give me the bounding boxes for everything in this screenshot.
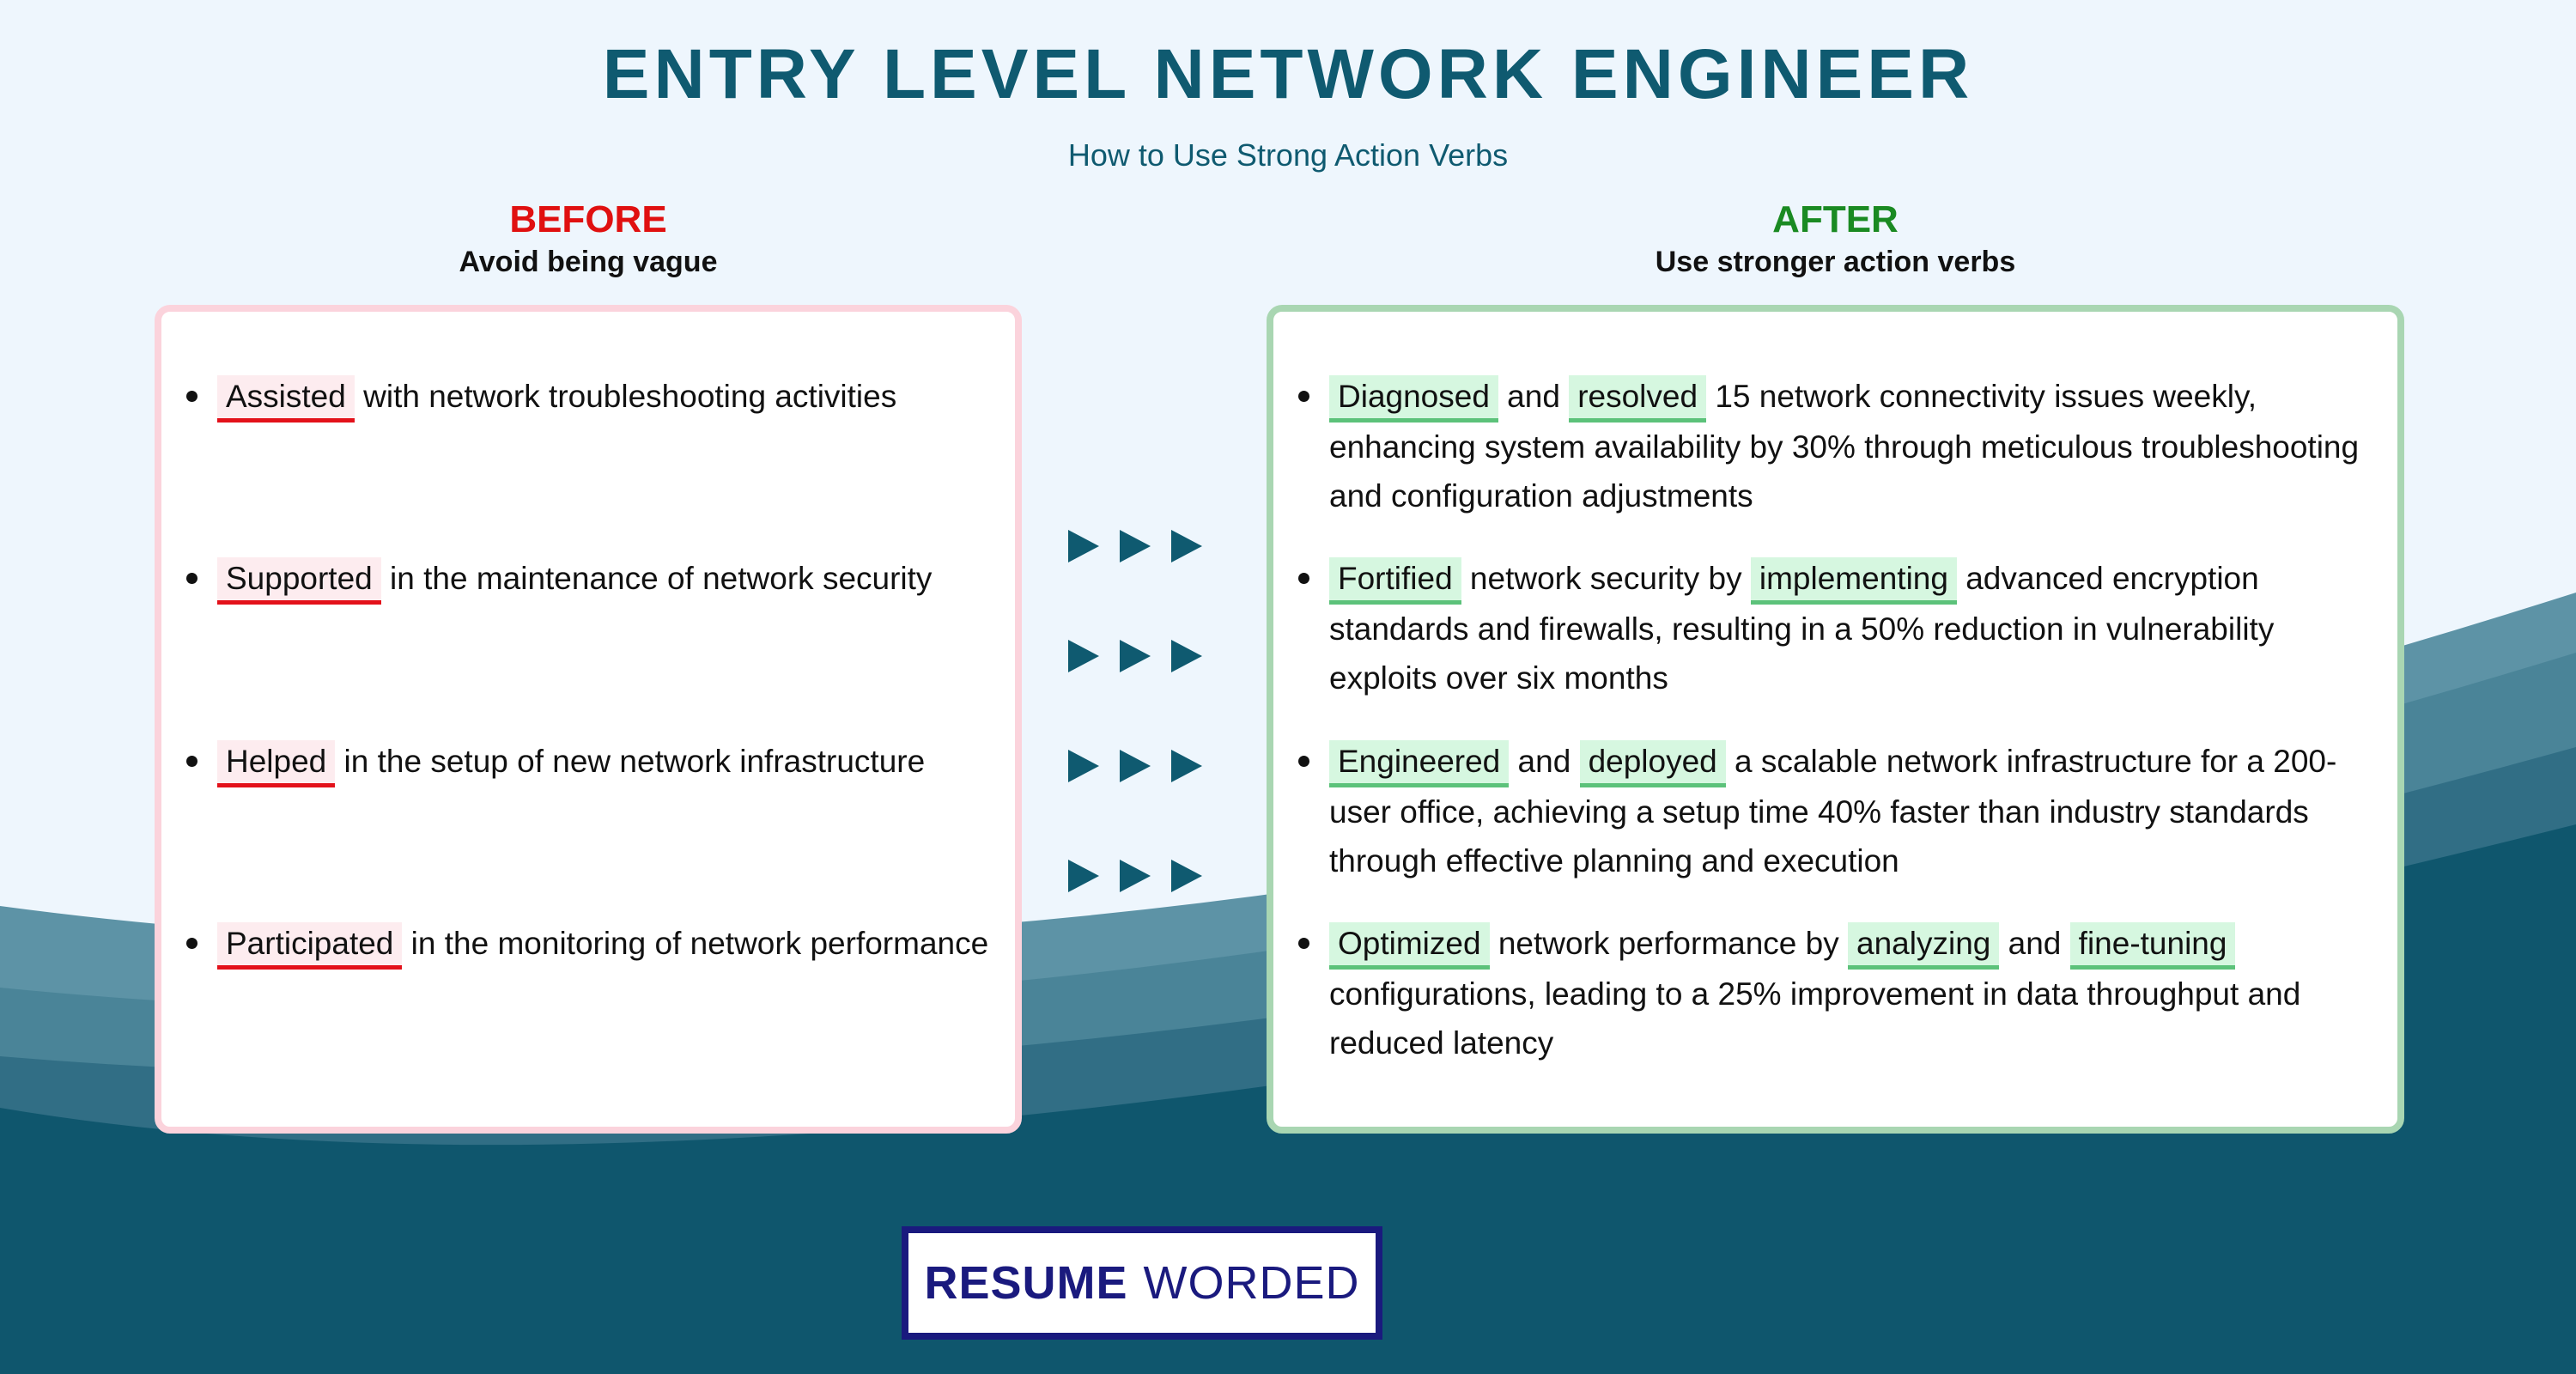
after-item bbox=[1329, 554, 2372, 702]
after-item bbox=[1329, 919, 2372, 1067]
item-text: network security by bbox=[1461, 561, 1751, 596]
weak-verb: Helped bbox=[217, 740, 335, 787]
after-item bbox=[1329, 737, 2372, 885]
page-subtitle: How to Use Strong Action Verbs bbox=[1067, 137, 1509, 173]
before-item bbox=[217, 737, 990, 787]
bullet-dot-icon bbox=[1298, 573, 1309, 584]
bullet-dot-icon bbox=[1298, 391, 1309, 402]
triple-play-arrow-icon bbox=[1060, 850, 1215, 902]
bullet-dot-icon bbox=[186, 756, 197, 767]
page-title: ENTRY LEVEL NETWORK ENGINEER bbox=[602, 35, 1974, 113]
strong-verb: Diagnosed bbox=[1329, 375, 1498, 423]
after-heading: AFTER bbox=[1772, 198, 1899, 240]
bullet-dot-icon bbox=[1298, 938, 1309, 949]
bullet-dot-icon bbox=[1298, 756, 1309, 767]
strong-verb: resolved bbox=[1569, 375, 1706, 423]
before-column-header bbox=[155, 199, 1022, 279]
item-text: a scalable network infrastructure for a 200-user office, achieving a setup time 40% faster than industry standards through effective planning and execution bbox=[1329, 744, 2337, 879]
item-text: and bbox=[1509, 744, 1580, 779]
before-item bbox=[217, 554, 990, 605]
strong-verb: deployed bbox=[1580, 740, 1726, 787]
triple-play-arrow-icon bbox=[1060, 520, 1215, 572]
before-heading: BEFORE bbox=[509, 198, 667, 240]
logo-text-light: WORDED bbox=[1143, 1257, 1360, 1309]
before-item bbox=[217, 372, 990, 423]
after-panel bbox=[1267, 305, 2404, 1134]
after-item bbox=[1329, 372, 2372, 520]
triple-play-arrow-icon bbox=[1060, 740, 1215, 792]
resume-worded-logo bbox=[902, 1226, 1382, 1340]
bullet-dot-icon bbox=[186, 391, 197, 402]
item-text: advanced encryption standards and firewalls, resulting in a 50% reduction in vulnerability exploits over six months bbox=[1329, 561, 2275, 696]
item-text: in the setup of new network infrastructure bbox=[335, 744, 926, 779]
strong-verb: Optimized bbox=[1329, 922, 1490, 970]
item-text: network performance by bbox=[1489, 926, 1849, 961]
logo-text-strong: RESUME bbox=[924, 1257, 1128, 1309]
strong-verb: Fortified bbox=[1329, 557, 1461, 605]
item-text: 15 network connectivity issues weekly, enhancing system availability by 30% through meticulous troubleshooting and configuration adjustments bbox=[1329, 379, 2360, 514]
before-subheading: Avoid being vague bbox=[459, 246, 718, 279]
bullet-dot-icon bbox=[186, 938, 197, 949]
triple-play-arrow-icon bbox=[1060, 630, 1215, 682]
after-column-header bbox=[1267, 199, 2404, 279]
before-item bbox=[217, 919, 990, 970]
weak-verb: Supported bbox=[217, 557, 381, 605]
strong-verb: implementing bbox=[1751, 557, 1957, 605]
item-text: with network troubleshooting activities bbox=[354, 379, 897, 414]
before-panel bbox=[155, 305, 1022, 1134]
item-text: and bbox=[1498, 379, 1570, 414]
strong-verb: fine-tuning bbox=[2070, 922, 2236, 970]
weak-verb: Assisted bbox=[217, 375, 355, 423]
strong-verb: analyzing bbox=[1848, 922, 1999, 970]
item-text: configurations, leading to a 25% improvement in data throughput and reduced latency bbox=[1329, 976, 2301, 1061]
item-text: in the monitoring of network performance bbox=[402, 926, 989, 961]
item-text: in the maintenance of network security bbox=[380, 561, 933, 596]
after-subheading: Use stronger action verbs bbox=[1655, 246, 2016, 279]
bullet-dot-icon bbox=[186, 573, 197, 584]
weak-verb: Participated bbox=[217, 922, 402, 970]
strong-verb: Engineered bbox=[1329, 740, 1509, 787]
item-text: and bbox=[1999, 926, 2070, 961]
